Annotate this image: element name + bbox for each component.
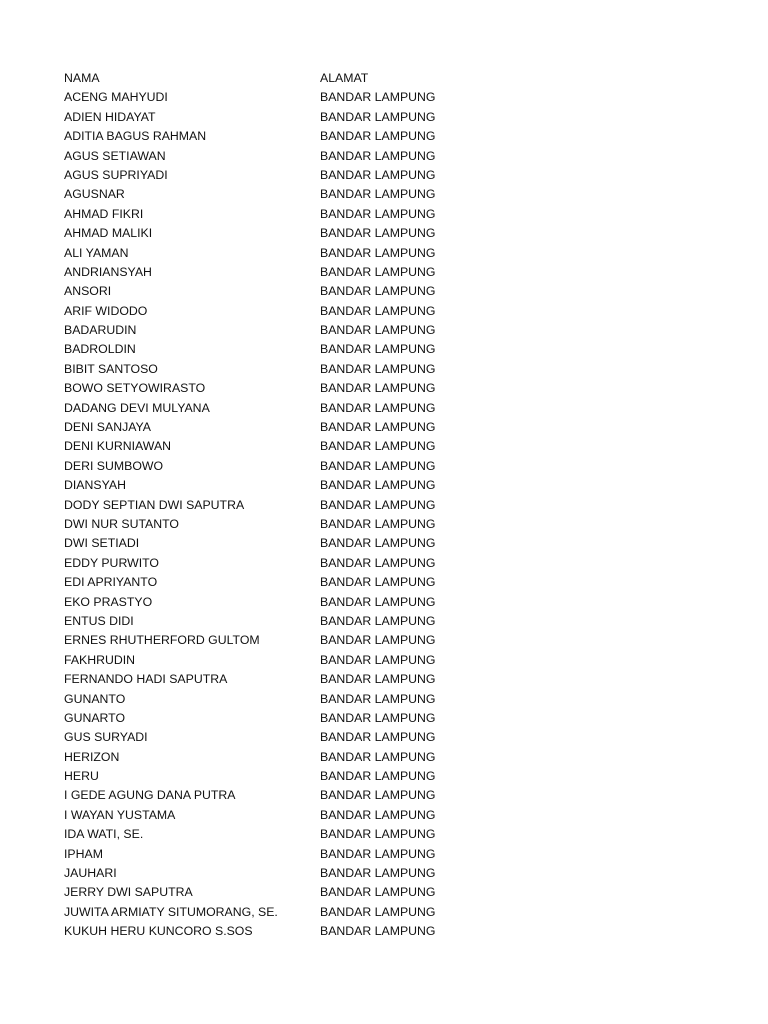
cell-nama: EDDY PURWITO: [64, 555, 159, 570]
cell-nama: HERIZON: [64, 749, 120, 764]
cell-alamat: BANDAR LAMPUNG: [320, 633, 436, 648]
table-row: [64, 457, 704, 476]
cell-alamat: BANDAR LAMPUNG: [320, 478, 436, 493]
document-page: [64, 69, 704, 942]
cell-alamat: BANDAR LAMPUNG: [320, 284, 436, 299]
table-row: [64, 786, 704, 805]
cell-alamat: BANDAR LAMPUNG: [320, 924, 436, 939]
cell-alamat: BANDAR LAMPUNG: [320, 323, 436, 338]
cell-alamat: BANDAR LAMPUNG: [320, 710, 436, 725]
cell-alamat: BANDAR LAMPUNG: [320, 827, 436, 842]
cell-alamat: BANDAR LAMPUNG: [320, 904, 436, 919]
table-row: [64, 147, 704, 166]
cell-alamat: BANDAR LAMPUNG: [320, 807, 436, 822]
cell-alamat: BANDAR LAMPUNG: [320, 652, 436, 667]
cell-nama: DODY SEPTIAN DWI SAPUTRA: [64, 497, 245, 512]
table-row: [64, 476, 704, 495]
table-row: [64, 360, 704, 379]
cell-alamat: BANDAR LAMPUNG: [320, 361, 436, 376]
cell-nama: KUKUH HERU KUNCORO S.SOS: [64, 924, 253, 939]
table-row: [64, 922, 704, 941]
cell-nama: ACENG MAHYUDI: [64, 90, 168, 105]
cell-nama: AGUS SUPRIYADI: [64, 167, 168, 182]
cell-alamat: BANDAR LAMPUNG: [320, 536, 436, 551]
cell-nama: JERRY DWI SAPUTRA: [64, 885, 193, 900]
cell-nama: ADIEN HIDAYAT: [64, 109, 156, 124]
cell-alamat: BANDAR LAMPUNG: [320, 90, 436, 105]
cell-nama: ENTUS DIDI: [64, 613, 134, 628]
table-row: [64, 573, 704, 592]
cell-alamat: BANDAR LAMPUNG: [320, 400, 436, 415]
table-row: [64, 418, 704, 437]
cell-nama: FAKHRUDIN: [64, 652, 136, 667]
cell-alamat: BANDAR LAMPUNG: [320, 575, 436, 590]
table-row: [64, 806, 704, 825]
cell-nama: AGUS SETIAWAN: [64, 148, 166, 163]
table-row: [64, 612, 704, 631]
cell-alamat: BANDAR LAMPUNG: [320, 420, 436, 435]
table-row: [64, 554, 704, 573]
cell-alamat: BANDAR LAMPUNG: [320, 264, 436, 279]
cell-nama: IPHAM: [64, 846, 103, 861]
cell-alamat: BANDAR LAMPUNG: [320, 303, 436, 318]
cell-nama: DWI NUR SUTANTO: [64, 516, 179, 531]
cell-alamat: BANDAR LAMPUNG: [320, 730, 436, 745]
table-row: [64, 496, 704, 515]
cell-alamat: BANDAR LAMPUNG: [320, 342, 436, 357]
table-row: [64, 263, 704, 282]
cell-alamat: BANDAR LAMPUNG: [320, 381, 436, 396]
cell-nama: ARIF WIDODO: [64, 303, 148, 318]
table-row: [64, 864, 704, 883]
table-row: [64, 825, 704, 844]
cell-alamat: BANDAR LAMPUNG: [320, 129, 436, 144]
cell-nama: GUNARTO: [64, 710, 126, 725]
table-row: [64, 593, 704, 612]
cell-nama: GUNANTO: [64, 691, 126, 706]
table-row: [64, 340, 704, 359]
cell-alamat: BANDAR LAMPUNG: [320, 846, 436, 861]
table-row: [64, 185, 704, 204]
cell-alamat: BANDAR LAMPUNG: [320, 458, 436, 473]
table-row: [64, 845, 704, 864]
cell-nama: DENI SANJAYA: [64, 420, 152, 435]
cell-alamat: BANDAR LAMPUNG: [320, 148, 436, 163]
cell-nama: JAUHARI: [64, 866, 117, 881]
cell-nama: DIANSYAH: [64, 478, 126, 493]
table-row: [64, 709, 704, 728]
cell-alamat: BANDAR LAMPUNG: [320, 167, 436, 182]
table-row: [64, 903, 704, 922]
cell-nama: EDI APRIYANTO: [64, 575, 158, 590]
table-row: [64, 321, 704, 340]
table-header-row: [64, 69, 704, 88]
cell-nama: EKO PRASTYO: [64, 594, 153, 609]
table-row: [64, 127, 704, 146]
cell-alamat: BANDAR LAMPUNG: [320, 245, 436, 260]
table-row: [64, 437, 704, 456]
cell-alamat: BANDAR LAMPUNG: [320, 866, 436, 881]
cell-nama: ANSORI: [64, 284, 112, 299]
table-row: [64, 767, 704, 786]
table-row: [64, 282, 704, 301]
table-row: [64, 108, 704, 127]
cell-nama: BADROLDIN: [64, 342, 136, 357]
cell-nama: ANDRIANSYAH: [64, 264, 152, 279]
cell-nama: DWI SETIADI: [64, 536, 140, 551]
cell-alamat: BANDAR LAMPUNG: [320, 672, 436, 687]
cell-nama: JUWITA ARMIATY SITUMORANG, SE.: [64, 904, 278, 919]
cell-nama: ERNES RHUTHERFORD GULTOM: [64, 633, 260, 648]
table-row: [64, 651, 704, 670]
cell-nama: FERNANDO HADI SAPUTRA: [64, 672, 228, 687]
cell-alamat: BANDAR LAMPUNG: [320, 439, 436, 454]
table-row: [64, 515, 704, 534]
cell-nama: BOWO SETYOWIRASTO: [64, 381, 206, 396]
table-row: [64, 244, 704, 263]
cell-alamat: BANDAR LAMPUNG: [320, 226, 436, 241]
header-nama: NAMA: [64, 71, 100, 85]
cell-nama: DADANG DEVI MULYANA: [64, 400, 210, 415]
cell-nama: BADARUDIN: [64, 323, 137, 338]
cell-nama: AGUSNAR: [64, 187, 125, 202]
cell-nama: DERI SUMBOWO: [64, 458, 164, 473]
cell-nama: BIBIT SANTOSO: [64, 361, 158, 376]
cell-alamat: BANDAR LAMPUNG: [320, 691, 436, 706]
cell-alamat: BANDAR LAMPUNG: [320, 497, 436, 512]
cell-nama: I WAYAN YUSTAMA: [64, 807, 176, 822]
cell-alamat: BANDAR LAMPUNG: [320, 187, 436, 202]
cell-alamat: BANDAR LAMPUNG: [320, 555, 436, 570]
cell-nama: DENI KURNIAWAN: [64, 439, 172, 454]
table-row: [64, 302, 704, 321]
cell-alamat: BANDAR LAMPUNG: [320, 206, 436, 221]
cell-nama: AHMAD FIKRI: [64, 206, 144, 221]
table-row: [64, 670, 704, 689]
header-alamat: ALAMAT: [320, 71, 369, 85]
table-row: [64, 166, 704, 185]
cell-alamat: BANDAR LAMPUNG: [320, 885, 436, 900]
table-row: [64, 883, 704, 902]
table-row: [64, 534, 704, 553]
cell-alamat: BANDAR LAMPUNG: [320, 769, 436, 784]
cell-alamat: BANDAR LAMPUNG: [320, 613, 436, 628]
cell-alamat: BANDAR LAMPUNG: [320, 109, 436, 124]
cell-nama: AHMAD MALIKI: [64, 226, 153, 241]
table-row: [64, 631, 704, 650]
cell-nama: ADITIA BAGUS RAHMAN: [64, 129, 207, 144]
cell-alamat: BANDAR LAMPUNG: [320, 594, 436, 609]
cell-nama: ALI YAMAN: [64, 245, 129, 260]
table-row: [64, 690, 704, 709]
cell-nama: HERU: [64, 769, 99, 784]
table-row: [64, 379, 704, 398]
table-row: [64, 728, 704, 747]
cell-alamat: BANDAR LAMPUNG: [320, 788, 436, 803]
cell-nama: GUS SURYADI: [64, 730, 148, 745]
table-body: [64, 88, 704, 941]
cell-nama: IDA WATI, SE.: [64, 827, 144, 842]
cell-nama: I GEDE AGUNG DANA PUTRA: [64, 788, 236, 803]
cell-alamat: BANDAR LAMPUNG: [320, 516, 436, 531]
table-row: [64, 399, 704, 418]
table-row: [64, 205, 704, 224]
table-row: [64, 748, 704, 767]
cell-alamat: BANDAR LAMPUNG: [320, 749, 436, 764]
table-row: [64, 224, 704, 243]
table-row: [64, 88, 704, 107]
